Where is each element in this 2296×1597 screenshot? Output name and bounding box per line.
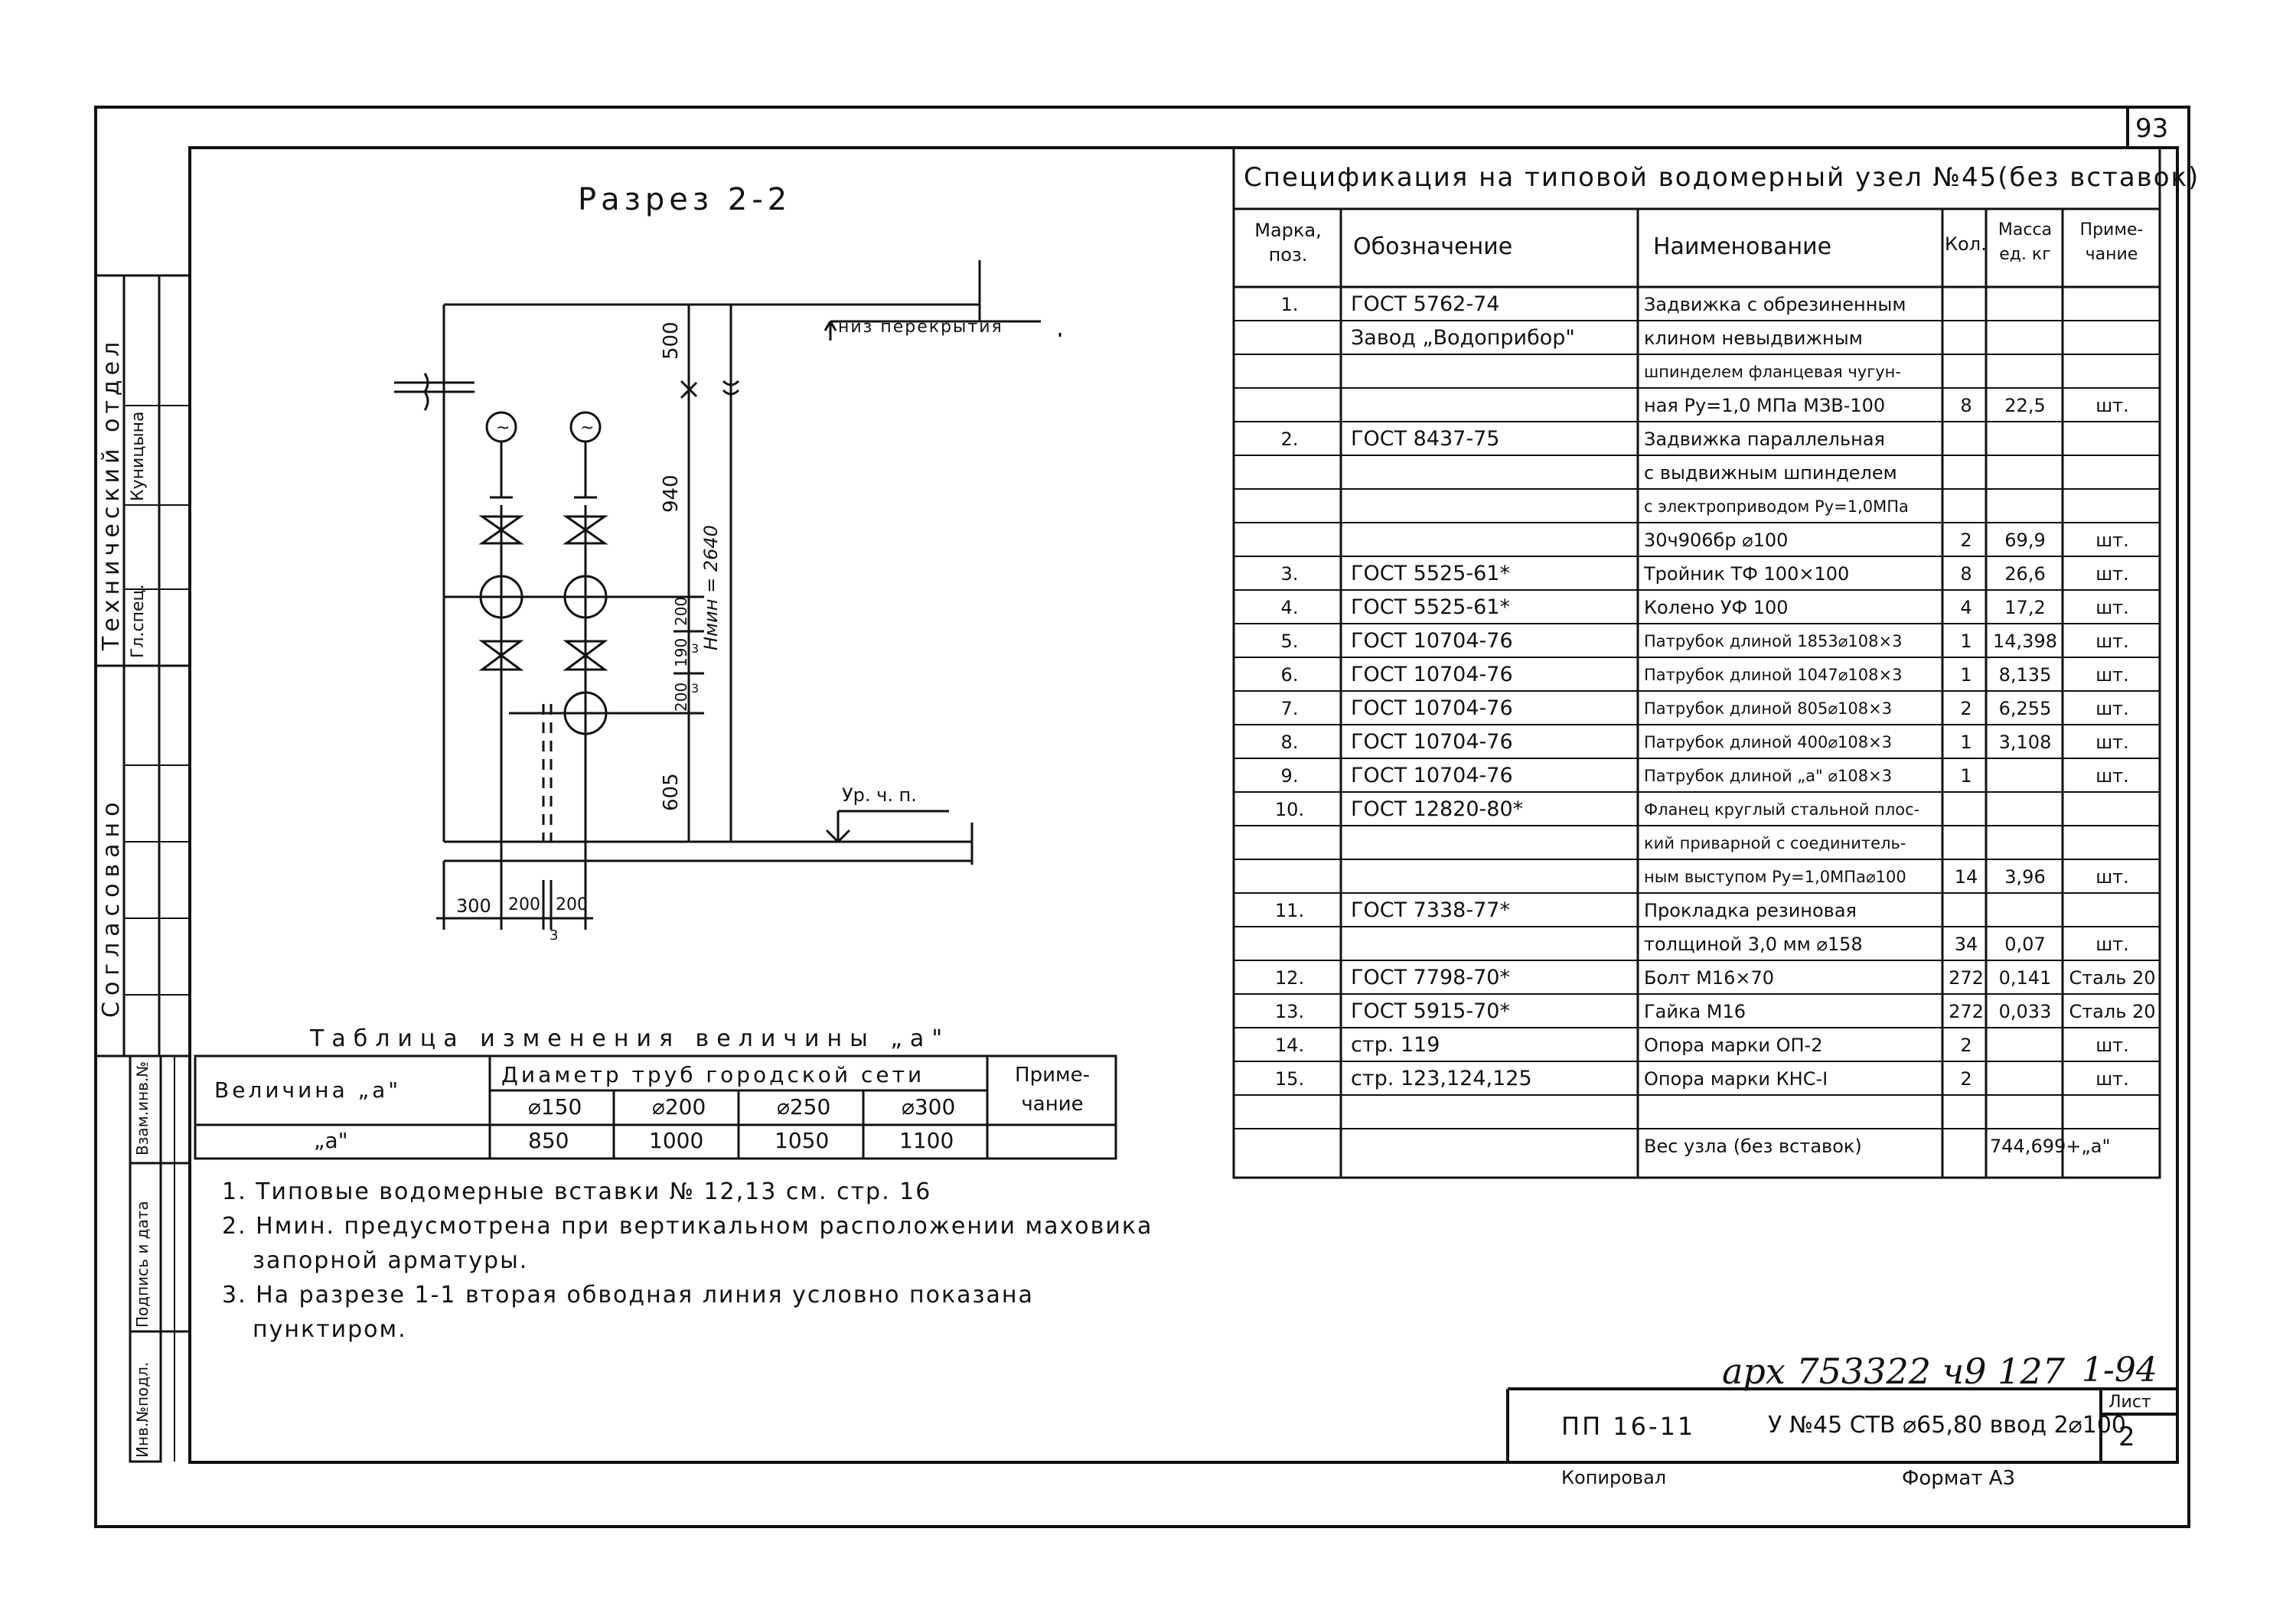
- spec-cell-designation: ГОСТ 5525-61*: [1351, 595, 1510, 619]
- spec-cell-designation: стр. 119: [1351, 1033, 1440, 1057]
- change-col-note: Приме-чание: [1015, 1064, 1090, 1116]
- spec-cell-mass: 26,6: [2004, 563, 2046, 585]
- spec-cell-pos: 13.: [1274, 1001, 1305, 1022]
- spec-cell-name: Болт М16×70: [1644, 967, 1774, 989]
- handwritten-sheet: 1-94: [2082, 1351, 2157, 1390]
- spec-cell-designation: Завод „Водоприбор": [1351, 326, 1575, 350]
- spec-cell-note: Сталь 20: [2069, 967, 2156, 989]
- spec-cell-qty: 2: [1960, 698, 1972, 719]
- spec-cell-name: Фланец круглый стальной плос-: [1644, 800, 1920, 819]
- change-col-value: Величина „а": [214, 1077, 402, 1103]
- spec-cell-mass: 14,398: [1993, 631, 2057, 652]
- spec-cell-qty: 34: [1954, 934, 1978, 955]
- spec-cell-note: шт.: [2095, 664, 2129, 686]
- spec-header-mass: Масса ед. кг: [1998, 220, 2053, 264]
- spec-cell-mass: 3,96: [2004, 866, 2046, 888]
- agreed-label: Согласовано: [98, 796, 125, 1018]
- spec-cell-name: 30ч906бр ⌀100: [1644, 530, 1789, 551]
- spec-header-designation: Обозначение: [1353, 233, 1513, 260]
- spec-cell-note: Сталь 20: [2069, 1001, 2156, 1022]
- spec-cell-pos: 2.: [1280, 429, 1299, 450]
- spec-cell-qty: 2: [1960, 1035, 1972, 1056]
- spec-cell-name: ным выступом Pу=1,0МПа⌀100: [1644, 868, 1906, 886]
- sheet-number: 2: [2118, 1422, 2135, 1452]
- spec-cell-qty: 1: [1960, 732, 1972, 753]
- spec-cell-designation: ГОСТ 10704-76: [1351, 629, 1513, 653]
- dim-200-lower: 200: [672, 682, 690, 712]
- spec-cell-qty: 272: [1949, 1001, 1984, 1022]
- spec-cell-mass: 744,699+„а": [1990, 1136, 2111, 1157]
- spec-cell-designation: ГОСТ 10704-76: [1351, 663, 1513, 686]
- ceiling-label: низ перекрытия: [838, 318, 1003, 337]
- spec-cell-designation: ГОСТ 10704-76: [1351, 764, 1513, 787]
- spec-cell-qty: 1: [1960, 631, 1972, 652]
- spec-cell-pos: 6.: [1280, 664, 1299, 686]
- spec-header-pos: Марка, поз.: [1254, 220, 1322, 266]
- spec-cell-designation: ГОСТ 7338-77*: [1351, 898, 1510, 922]
- spec-cell-name: с электроприводом Pу=1,0МПа: [1644, 497, 1909, 516]
- spec-cell-name: Патрубок длиной 1047⌀108×3: [1644, 666, 1903, 684]
- spec-cell-name: Задвижка с обрезиненным: [1644, 294, 1906, 315]
- spec-cell-designation: ГОСТ 10704-76: [1351, 696, 1513, 720]
- floor-level-label: Ур. ч. п.: [842, 784, 917, 806]
- change-col-diameter: Диаметр труб городской сети: [501, 1062, 925, 1087]
- spec-cell-designation: ГОСТ 10704-76: [1351, 730, 1513, 754]
- name-label: Куницына: [129, 411, 148, 501]
- change-table-title: Таблица изменения величины „а": [310, 1025, 951, 1052]
- change-value-250: 1050: [775, 1128, 830, 1153]
- note-2: 2. Hмин. предусмотрена при вертикальном расположении маховика: [222, 1213, 1153, 1240]
- dim-3-b: 3: [691, 681, 700, 696]
- spec-cell-name: шпинделем фланцевая чугун-: [1644, 363, 1901, 381]
- title-code: ПП 16-11: [1561, 1412, 1696, 1441]
- title-desc: У №45 СТВ ⌀65,80 ввод 2⌀100: [1768, 1412, 2127, 1439]
- spec-cell-qty: 272: [1949, 967, 1984, 989]
- spec-cell-pos: 11.: [1274, 900, 1305, 921]
- spec-cell-note: шт.: [2095, 530, 2129, 551]
- spec-cell-qty: 14: [1954, 866, 1978, 888]
- spec-header-note: Приме-чание: [2079, 220, 2144, 264]
- spec-cell-designation: ГОСТ 12820-80*: [1351, 797, 1524, 821]
- spec-cell-qty: 2: [1960, 530, 1972, 551]
- change-diameter-300: ⌀300: [902, 1094, 956, 1120]
- spec-cell-designation: ГОСТ 7798-70*: [1351, 966, 1510, 989]
- spec-cell-pos: 9.: [1280, 765, 1299, 787]
- dim-605: 605: [660, 773, 683, 811]
- spec-title: Спецификация на типовой водомерный узел №45(без вставок): [1244, 162, 2200, 193]
- spec-cell-qty: 1: [1960, 664, 1972, 686]
- spec-cell-note: шт.: [2095, 765, 2129, 787]
- spec-cell-note: шт.: [2095, 698, 2129, 719]
- spec-cell-name: с выдвижным шпинделем: [1644, 462, 1897, 484]
- spec-cell-note: шт.: [2095, 732, 2129, 753]
- spec-header-qty: Кол.: [1945, 233, 1987, 255]
- spec-cell-qty: 1: [1960, 765, 1972, 787]
- note-3: 3. На разрезе 1-1 вторая обводная линия условно показана: [222, 1282, 1034, 1309]
- spec-cell-mass: 22,5: [2004, 395, 2046, 416]
- spec-cell-designation: ГОСТ 5762-74: [1351, 292, 1500, 316]
- dim-200-bottom-a: 200: [508, 895, 540, 914]
- dim-200-bottom-b: 200: [556, 895, 588, 914]
- spec-cell-name: Патрубок длиной „а" ⌀108×3: [1644, 767, 1893, 785]
- spec-cell-note: шт.: [2095, 866, 2129, 888]
- change-diameter-200: ⌀200: [652, 1094, 706, 1120]
- spec-cell-name: кий приварной с соединитель-: [1644, 834, 1906, 852]
- vzam-inv-label: Взам.инв.№: [133, 1061, 152, 1155]
- spec-cell-pos: 7.: [1280, 698, 1299, 719]
- spec-cell-note: шт.: [2095, 934, 2129, 955]
- spec-cell-name: Тройник ТФ 100×100: [1644, 563, 1850, 585]
- change-diameter-150: ⌀150: [528, 1094, 582, 1120]
- page-number: 93: [2135, 113, 2169, 144]
- spec-cell-name: Опора марки КНС-I: [1644, 1068, 1828, 1090]
- spec-cell-note: шт.: [2095, 597, 2129, 618]
- spec-cell-name: Вес узла (без вставок): [1644, 1136, 1862, 1157]
- spec-cell-name: Задвижка параллельная: [1644, 429, 1885, 450]
- spec-cell-mass: 6,255: [1998, 698, 2052, 719]
- spec-cell-qty: 4: [1960, 597, 1972, 618]
- spec-cell-qty: 8: [1960, 395, 1972, 416]
- archive-number: арх 753322 ч9 127: [1722, 1351, 2065, 1392]
- spec-cell-note: шт.: [2095, 395, 2129, 416]
- sign-date-label: Подпись и дата: [133, 1201, 152, 1328]
- dim-200-upper: 200: [672, 596, 690, 626]
- spec-cell-note: шт.: [2095, 563, 2129, 585]
- dim-3-a: 3: [691, 641, 700, 656]
- spec-cell-name: толщиной 3,0 мм ⌀158: [1644, 934, 1863, 955]
- dim-300: 300: [456, 895, 491, 917]
- spec-cell-pos: 1.: [1280, 294, 1299, 315]
- spec-cell-name: Гайка М16: [1644, 1001, 1746, 1022]
- spec-cell-mass: 8,135: [1998, 664, 2052, 686]
- spec-cell-name: Колено УФ 100: [1644, 597, 1789, 618]
- spec-cell-name: Патрубок длиной 1853⌀108×3: [1644, 632, 1903, 650]
- sheet-label: Лист: [2108, 1393, 2151, 1412]
- spec-header-name: Наименование: [1653, 233, 1832, 260]
- change-diameter-250: ⌀250: [777, 1094, 831, 1120]
- dim-190: 190: [672, 637, 690, 667]
- spec-cell-mass: 0,07: [2004, 934, 2046, 955]
- spec-cell-note: шт.: [2095, 1035, 2129, 1056]
- note-2-cont: запорной арматуры.: [253, 1247, 529, 1274]
- spec-cell-name: ная Pу=1,0 МПа МЗВ-100: [1644, 395, 1886, 416]
- tech-dept-label: Технический отдел: [98, 337, 125, 650]
- spec-cell-qty: 2: [1960, 1068, 1972, 1090]
- spec-cell-designation: ГОСТ 5915-70*: [1351, 999, 1510, 1023]
- format-label: Формат А3: [1902, 1467, 2016, 1490]
- inv-podl-label: Инв.№подл.: [133, 1361, 152, 1458]
- dim-3-c: 3: [550, 927, 559, 944]
- spec-cell-note: шт.: [2095, 631, 2129, 652]
- spec-cell-mass: 69,9: [2004, 530, 2046, 551]
- dim-hmin: Hмин = 2640: [700, 525, 722, 650]
- spec-cell-designation: ГОСТ 5525-61*: [1351, 562, 1510, 585]
- gl-spec-label: Гл.спец.: [129, 584, 148, 658]
- spec-cell-name: Патрубок длиной 400⌀108×3: [1644, 733, 1893, 751]
- spec-cell-designation: ГОСТ 8437-75: [1351, 427, 1500, 451]
- note-3-cont: пунктиром.: [253, 1316, 407, 1343]
- change-value-300: 1100: [899, 1128, 954, 1153]
- spec-cell-pos: 3.: [1280, 563, 1299, 585]
- spec-cell-pos: 14.: [1274, 1035, 1305, 1056]
- spec-cell-pos: 15.: [1274, 1068, 1305, 1090]
- dim-940: 940: [660, 474, 683, 513]
- svg-text:~: ~: [580, 419, 595, 438]
- dim-500: 500: [660, 321, 683, 360]
- change-value-200: 1000: [649, 1128, 704, 1153]
- spec-cell-name: Опора марки ОП-2: [1644, 1035, 1823, 1056]
- spec-cell-pos: 4.: [1280, 597, 1299, 618]
- change-row-label: „а": [314, 1128, 348, 1153]
- spec-cell-mass: 0,141: [1998, 967, 2052, 989]
- spec-cell-pos: 5.: [1280, 631, 1299, 652]
- section-title: Разрез 2-2: [578, 182, 792, 217]
- spec-cell-pos: 8.: [1280, 732, 1299, 753]
- spec-cell-name: Прокладка резиновая: [1644, 900, 1857, 921]
- spec-cell-pos: 10.: [1274, 799, 1305, 820]
- spec-cell-mass: 17,2: [2004, 597, 2046, 618]
- spec-cell-name: Патрубок длиной 805⌀108×3: [1644, 699, 1893, 718]
- spec-cell-designation: стр. 123,124,125: [1351, 1067, 1532, 1090]
- spec-cell-qty: 8: [1960, 563, 1972, 585]
- spec-cell-mass: 3,108: [1998, 732, 2052, 753]
- spec-cell-mass: 0,033: [1998, 1001, 2052, 1022]
- spec-cell-pos: 12.: [1274, 967, 1305, 989]
- spec-cell-note: шт.: [2095, 1068, 2129, 1090]
- spec-cell-name: клином невыдвижным: [1644, 328, 1863, 349]
- copied-label: Копировал: [1561, 1467, 1667, 1488]
- change-value-150: 850: [528, 1128, 569, 1153]
- svg-text:~: ~: [496, 419, 510, 438]
- note-1: 1. Типовые водомерные вставки № 12,13 см. стр. 16: [222, 1178, 932, 1205]
